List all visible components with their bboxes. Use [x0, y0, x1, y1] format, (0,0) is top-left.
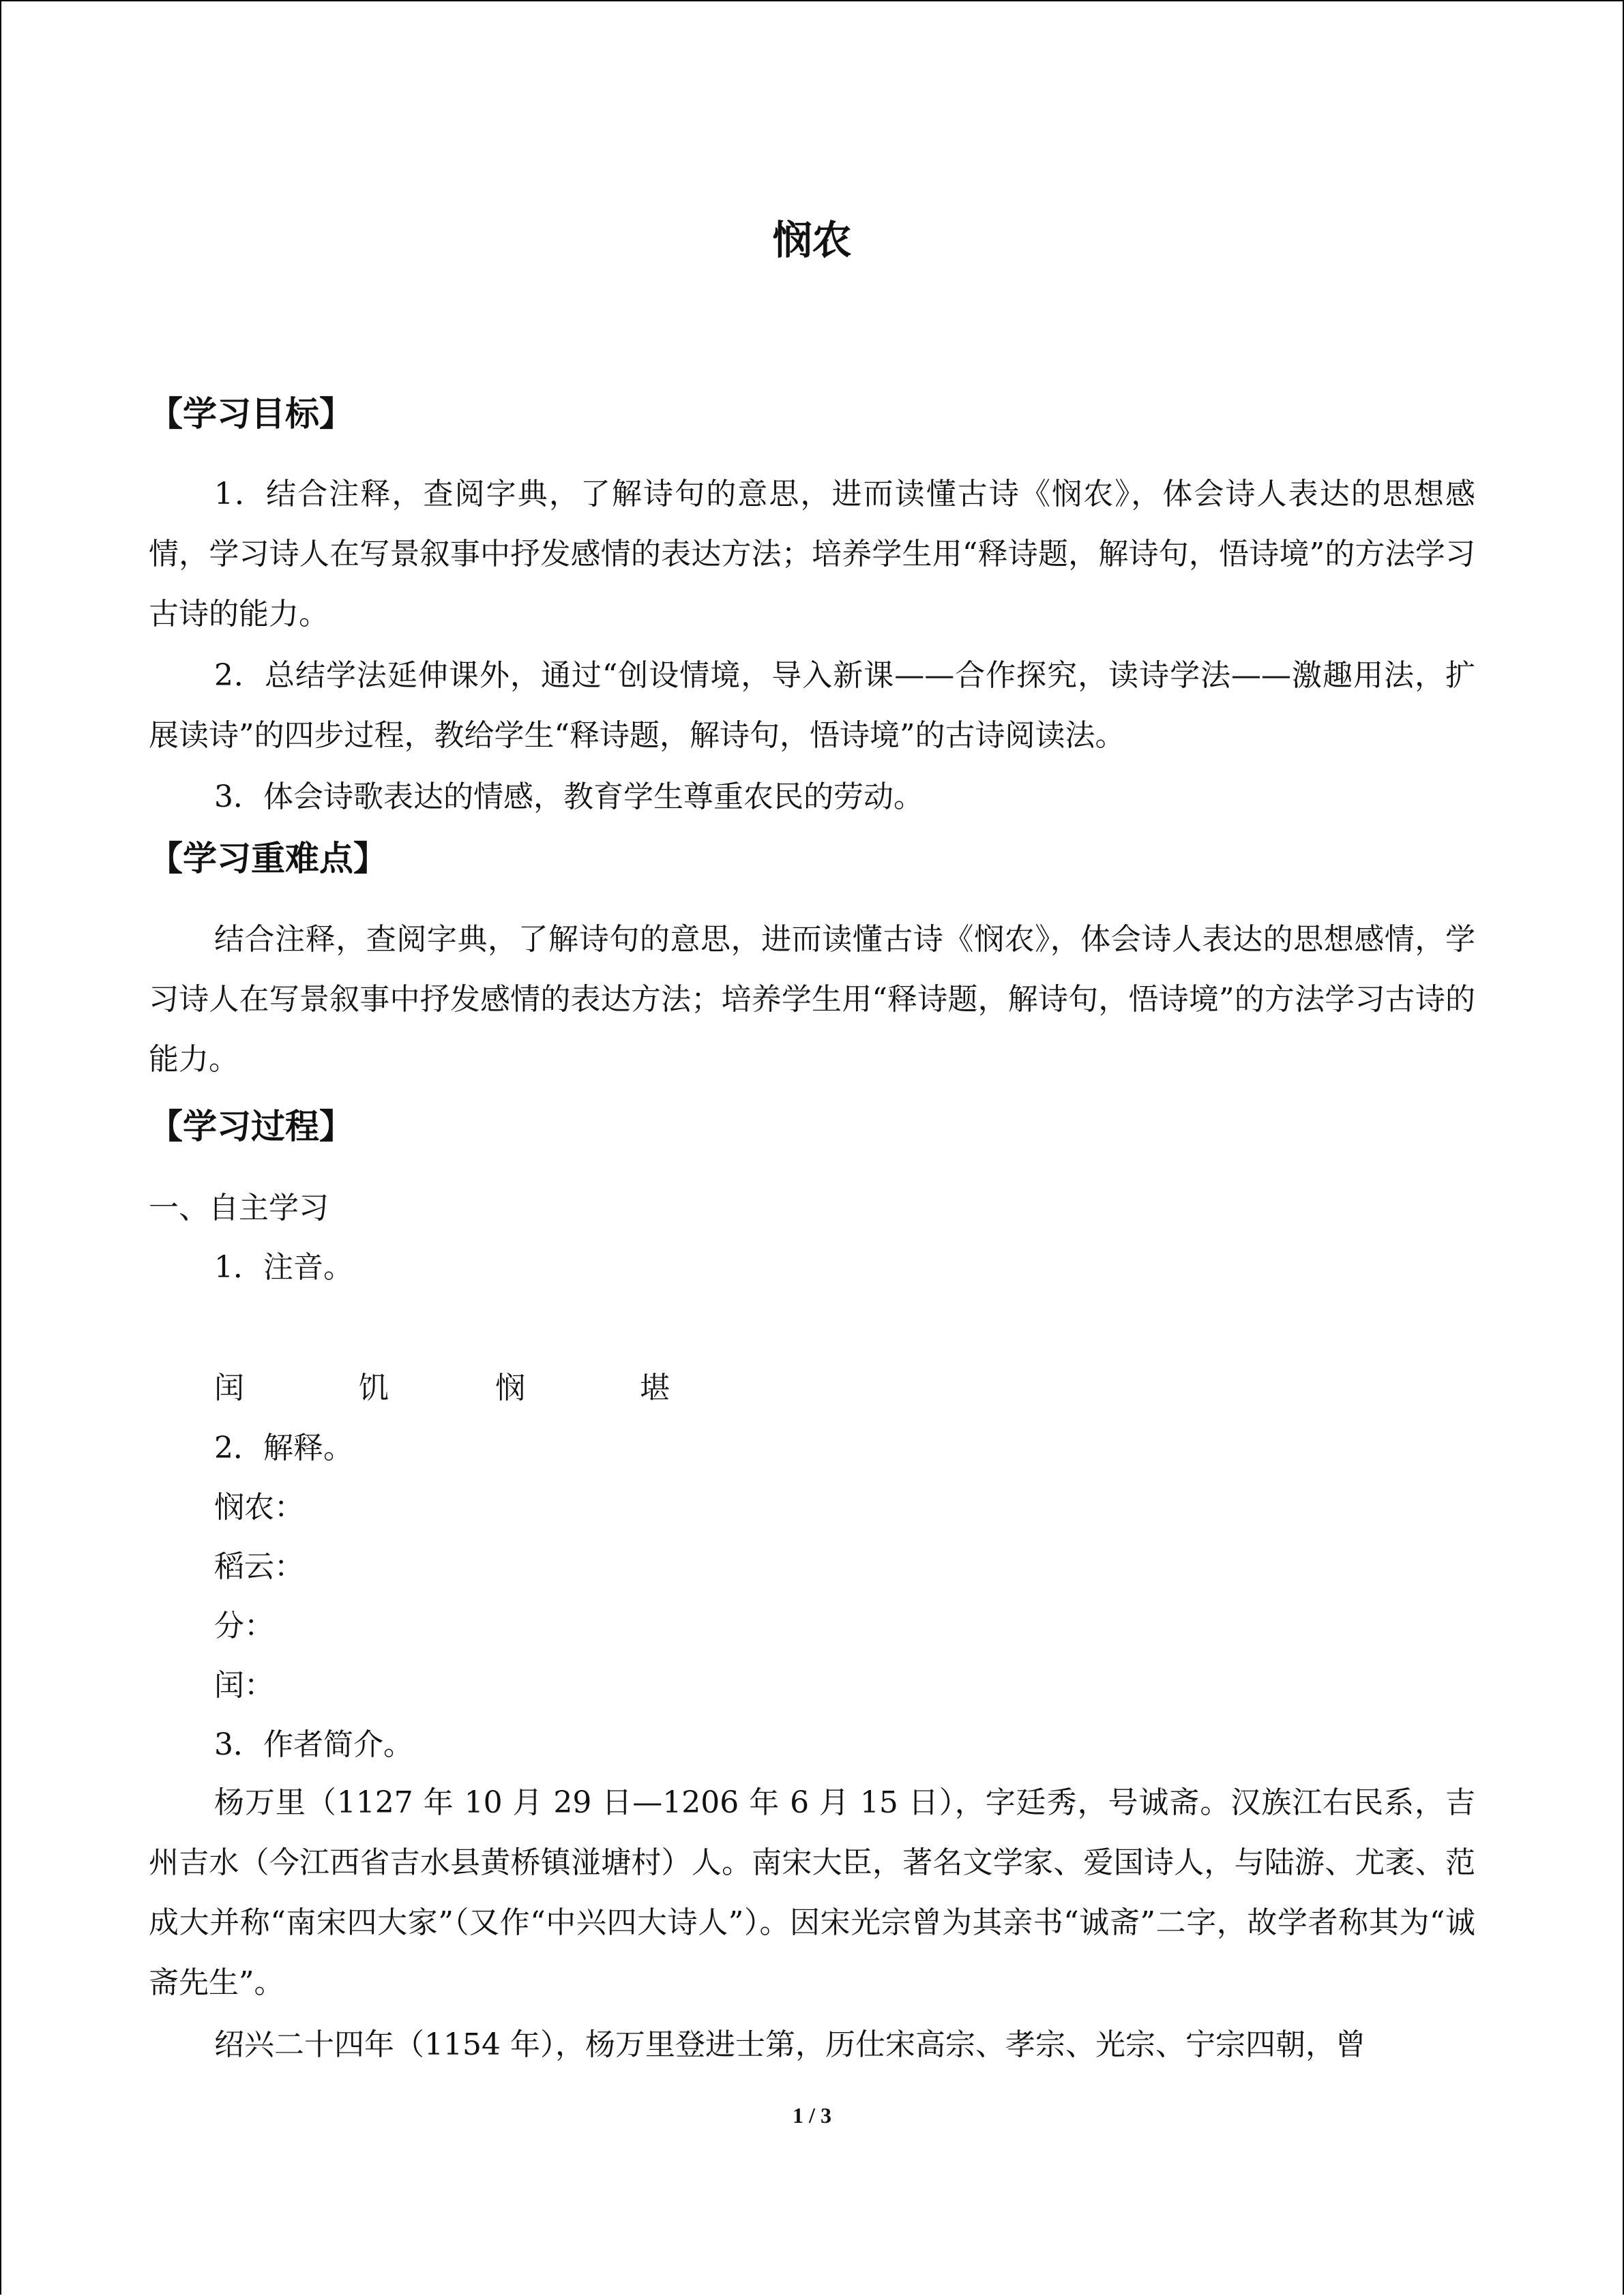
objective-1: 1．结合注释，查阅字典，了解诗句的意思，进而读懂古诗《悯农》，体会诗人表达的思想感情，学习诗人在写景叙事中抒发感情的表达方法；培养学生用“释诗题，解诗句，悟诗境”的方法学习古诗的能力。 [149, 477, 1475, 631]
explain-term: 分： [214, 1609, 274, 1643]
phonetic-char: 闰 [214, 1371, 244, 1405]
document-title: 悯农 [772, 217, 852, 263]
author-paragraph-2: 绍兴二十四年（1154 年），杨万里登进士第，历仕宋高宗、孝宗、光宗、宁宗四朝，曾 [214, 2027, 1365, 2062]
explain-term: 悯农： [214, 1490, 304, 1525]
heading-process: 【学习过程】 [149, 1107, 353, 1146]
section-self-study: 一、自主学习 [149, 1191, 329, 1225]
key-points-text: 结合注释，查阅字典，了解诗句的意思，进而读懂古诗《悯农》，体会诗人表达的思想感情，学习诗人在写景叙事中抒发感情的表达方法；培养学生用“释诗题，解诗句，悟诗境”的方法学习古诗的能力。 [149, 922, 1475, 1077]
page-number: 1 / 3 [793, 2103, 831, 2128]
objective-3: 3．体会诗歌表达的情感，教育学生尊重农民的劳动。 [214, 779, 924, 814]
heading-key-points: 【学习重难点】 [149, 839, 387, 878]
objective-2: 2．总结学法延伸课外，通过“创设情境，导入新课——合作探究，读诗学法——激趣用法，扩展读诗”的四步过程，教给学生“释诗题，解诗句，悟诗境”的古诗阅读法。 [149, 658, 1475, 753]
item-author-intro: 3．作者简介。 [214, 1727, 413, 1762]
item-explanation: 2．解释。 [214, 1431, 353, 1465]
item-phonetics: 1．注音。 [214, 1250, 353, 1285]
author-paragraph-1: 杨万里（1127 年 10 月 29 日—1206 年 6 月 15 日），字廷秀，号诚斋。汉族江右民系，吉州吉水（今江西省吉水县黄桥镇湴塘村）人。南宋大臣，著名文学家、爱国诗人，与陆游、尤袤、范成大并称“南宋四大家”（又作“中兴四大诗人”）。因宋光宗曾为其亲书“诚斋”二字，故学者称其为“诚斋先生”。 [149, 1785, 1475, 2000]
explain-term: 闰： [214, 1668, 274, 1703]
phonetic-char: 堪 [640, 1371, 670, 1405]
heading-objectives: 【学习目标】 [149, 394, 353, 434]
phonetic-char: 饥 [359, 1371, 389, 1405]
phonetic-char: 悯 [495, 1371, 525, 1405]
explain-term: 稻云： [214, 1549, 304, 1584]
